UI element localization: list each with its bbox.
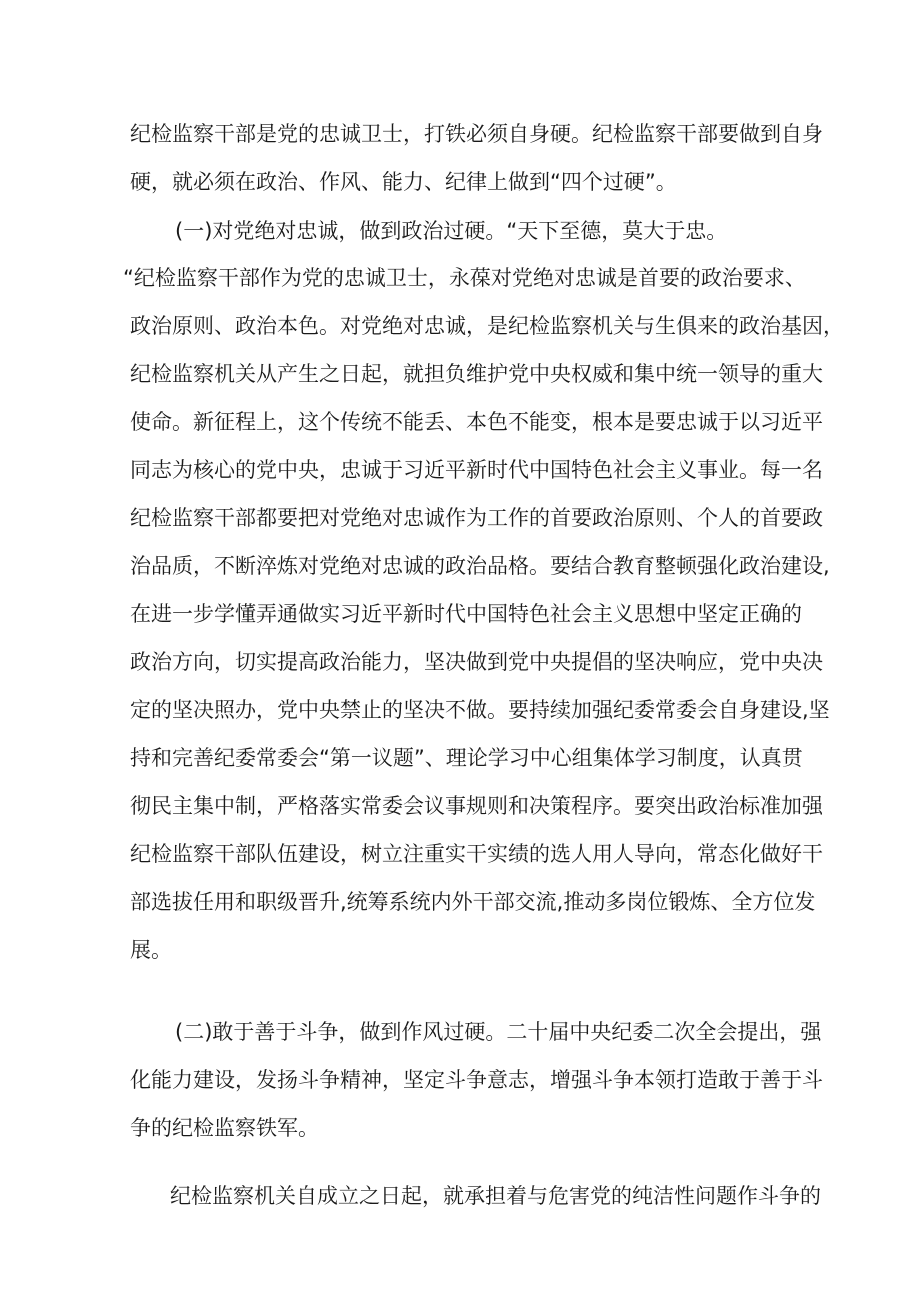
paragraph-line: 同志为核心的党中央，忠诚于习近平新时代中国特色社会主义事业。每一名 xyxy=(130,458,823,482)
paragraph-line: 纪检监察机关自成立之日起，就承担着与危害党的纯洁性问题作斗争的 xyxy=(170,1184,821,1208)
paragraph-line: “纪检监察干部作为党的忠诚卫士，永葆对党绝对忠诚是首要的政治要求、 xyxy=(123,266,806,290)
paragraph-line: 纪检监察干部队伍建设，树立注重实干实绩的选人用人导向，常态化做好干 xyxy=(130,842,823,866)
paragraph-line: 使命。新征程上，这个传统不能丢、本色不能变，根本是要忠诚于以习近平 xyxy=(130,410,823,434)
paragraph-line: 纪检监察机关从产生之日起，就担负维护党中央权威和集中统一领导的重大 xyxy=(130,362,823,386)
paragraph-line: 纪检监察干部是党的忠诚卫士，打铁必须自身硬。纪检监察干部要做到自身 xyxy=(130,122,823,146)
paragraph-line: 纪检监察干部都要把对党绝对忠诚作为工作的首要政治原则、个人的首要政 xyxy=(130,506,823,530)
section-heading-line: (一)对党绝对忠诚，做到政治过硬。“天下至德，莫大于忠。 xyxy=(175,219,728,243)
paragraph-line: 在进一步学懂弄通做实习近平新时代中国特色社会主义思想中坚定正确的 xyxy=(130,602,802,626)
paragraph-line: 部选拔任用和职级晋升,统筹系统内外干部交流,推动多岗位锻炼、全方位发 xyxy=(130,890,816,914)
paragraph-line: 持和完善纪委常委会“第一议题”、理论学习中心组集体学习制度，认真贯 xyxy=(130,746,803,770)
paragraph-line: 政治方向，切实提高政治能力，坚决做到党中央提倡的坚决响应，党中央决 xyxy=(130,650,823,674)
paragraph-line: 争的纪检监察铁军。 xyxy=(130,1116,319,1140)
paragraph-line: 定的坚决照办，党中央禁止的坚决不做。要持续加强纪委常委会自身建设,坚 xyxy=(130,698,830,722)
paragraph-line: 治品质，不断淬炼对党绝对忠诚的政治品格。要结合教育整顿强化政治建设, xyxy=(130,554,830,578)
paragraph-line: 展。 xyxy=(130,938,172,962)
paragraph-line: 化能力建设，发扬斗争精神，坚定斗争意志，增强斗争本领打造敢于善于斗 xyxy=(130,1068,823,1092)
paragraph-line: 硬，就必须在政治、作风、能力、纪律上做到“四个过硬”。 xyxy=(130,170,677,194)
paragraph-line: 政治原则、政治本色。对党绝对忠诚，是纪检监察机关与生俱来的政治基因， xyxy=(130,314,844,338)
section-heading-line: (二)敢于善于斗争，做到作风过硬。二十届中央纪委二次全会提出，强 xyxy=(175,1020,822,1044)
paragraph-line: 彻民主集中制，严格落实常委会议事规则和决策程序。要突出政治标准加强 xyxy=(130,794,823,818)
